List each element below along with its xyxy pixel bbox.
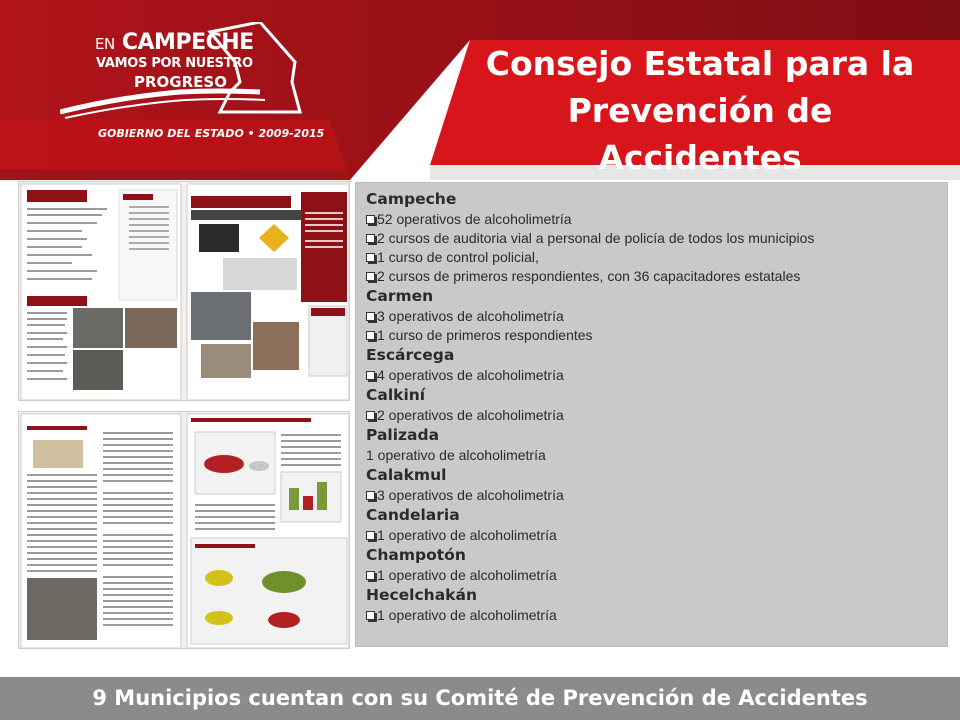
logo-government-text: GOBIERNO DEL ESTADO • 2009-2015 bbox=[98, 127, 325, 140]
municipality-item bbox=[366, 229, 937, 248]
municipality-section bbox=[366, 585, 937, 625]
municipality-name: Candelaria bbox=[366, 506, 460, 524]
municipality-name: Calakmul bbox=[366, 466, 447, 484]
municipality-item-text: 3 operativos de alcoholimetría bbox=[377, 487, 564, 503]
municipality-name: Calkiní bbox=[366, 386, 426, 404]
municipality-item-text: 4 operativos de alcoholimetría bbox=[377, 367, 564, 383]
municipality-item bbox=[366, 307, 937, 326]
municipalities-panel bbox=[355, 182, 948, 647]
logo-text-line1: EN CAMPECHE bbox=[95, 30, 254, 55]
municipality-item bbox=[366, 566, 937, 585]
header-banner bbox=[0, 0, 960, 180]
checkbox-bullet-icon bbox=[366, 531, 375, 540]
checkbox-bullet-icon bbox=[366, 234, 375, 243]
municipality-section bbox=[366, 385, 937, 425]
municipality-item-text: 2 cursos de primeros respondientes, con 36 capacitadores estatales bbox=[377, 268, 801, 284]
municipality-item bbox=[366, 366, 937, 385]
municipality-item-text: 3 operativos de alcoholimetría bbox=[377, 308, 564, 324]
footer-text: 9 Municipios cuentan con su Comité de Prevención de Accidentes bbox=[92, 686, 868, 710]
checkbox-bullet-icon bbox=[366, 371, 375, 380]
checkbox-bullet-icon bbox=[366, 571, 375, 580]
municipality-item-text: 1 curso de control policial, bbox=[377, 249, 539, 265]
municipality-item-text: 2 cursos de auditoria vial a personal de policía de todos los municipios bbox=[377, 230, 815, 246]
checkbox-bullet-icon bbox=[366, 411, 375, 420]
checkbox-bullet-icon bbox=[366, 215, 375, 224]
government-logo bbox=[60, 22, 325, 152]
newsletter-thumbnail-bottom bbox=[18, 411, 350, 649]
checkbox-bullet-icon bbox=[366, 312, 375, 321]
municipality-section bbox=[366, 189, 937, 286]
logo-text-line2: VAMOS POR NUESTRO bbox=[96, 56, 253, 71]
municipality-name: Palizada bbox=[366, 426, 440, 444]
municipality-item bbox=[366, 326, 937, 345]
logo-text-line3: PROGRESO bbox=[134, 73, 227, 91]
checkbox-bullet-icon bbox=[366, 272, 375, 281]
municipality-name: Escárcega bbox=[366, 346, 455, 364]
municipality-item bbox=[366, 248, 937, 267]
municipality-item-text: 1 operativo de alcoholimetría bbox=[377, 607, 557, 623]
municipality-item bbox=[366, 486, 937, 505]
checkbox-bullet-icon bbox=[366, 253, 375, 262]
municipality-section bbox=[366, 505, 937, 545]
municipality-item bbox=[366, 606, 937, 625]
footer-bar bbox=[0, 677, 960, 720]
newsletter-thumbnail-top bbox=[18, 181, 350, 401]
municipality-item-text: 1 operativo de alcoholimetría bbox=[377, 567, 557, 583]
municipality-item bbox=[366, 210, 937, 229]
municipality-item bbox=[366, 267, 937, 286]
municipality-section bbox=[366, 286, 937, 345]
page-title: Consejo Estatal para la Prevención de Accidentes bbox=[485, 44, 915, 177]
checkbox-bullet-icon bbox=[366, 491, 375, 500]
municipality-name: Campeche bbox=[366, 190, 457, 208]
municipality-name: Champotón bbox=[366, 546, 466, 564]
municipality-section bbox=[366, 345, 937, 385]
municipality-item bbox=[366, 446, 937, 465]
municipality-item-text: 1 curso de primeros respondientes bbox=[377, 327, 593, 343]
municipality-section bbox=[366, 465, 937, 505]
checkbox-bullet-icon bbox=[366, 611, 375, 620]
municipality-item-text: 2 operativos de alcoholimetría bbox=[377, 407, 564, 423]
municipality-item-text: 1 operativo de alcoholimetría bbox=[366, 447, 546, 463]
municipality-item bbox=[366, 406, 937, 425]
municipality-name: Hecelchakán bbox=[366, 586, 477, 604]
municipality-section bbox=[366, 425, 937, 465]
municipality-item-text: 52 operativos de alcoholimetría bbox=[377, 211, 572, 227]
municipality-section bbox=[366, 545, 937, 585]
municipality-item-text: 1 operativo de alcoholimetría bbox=[377, 527, 557, 543]
checkbox-bullet-icon bbox=[366, 331, 375, 340]
municipality-item bbox=[366, 526, 937, 545]
municipality-name: Carmen bbox=[366, 287, 434, 305]
